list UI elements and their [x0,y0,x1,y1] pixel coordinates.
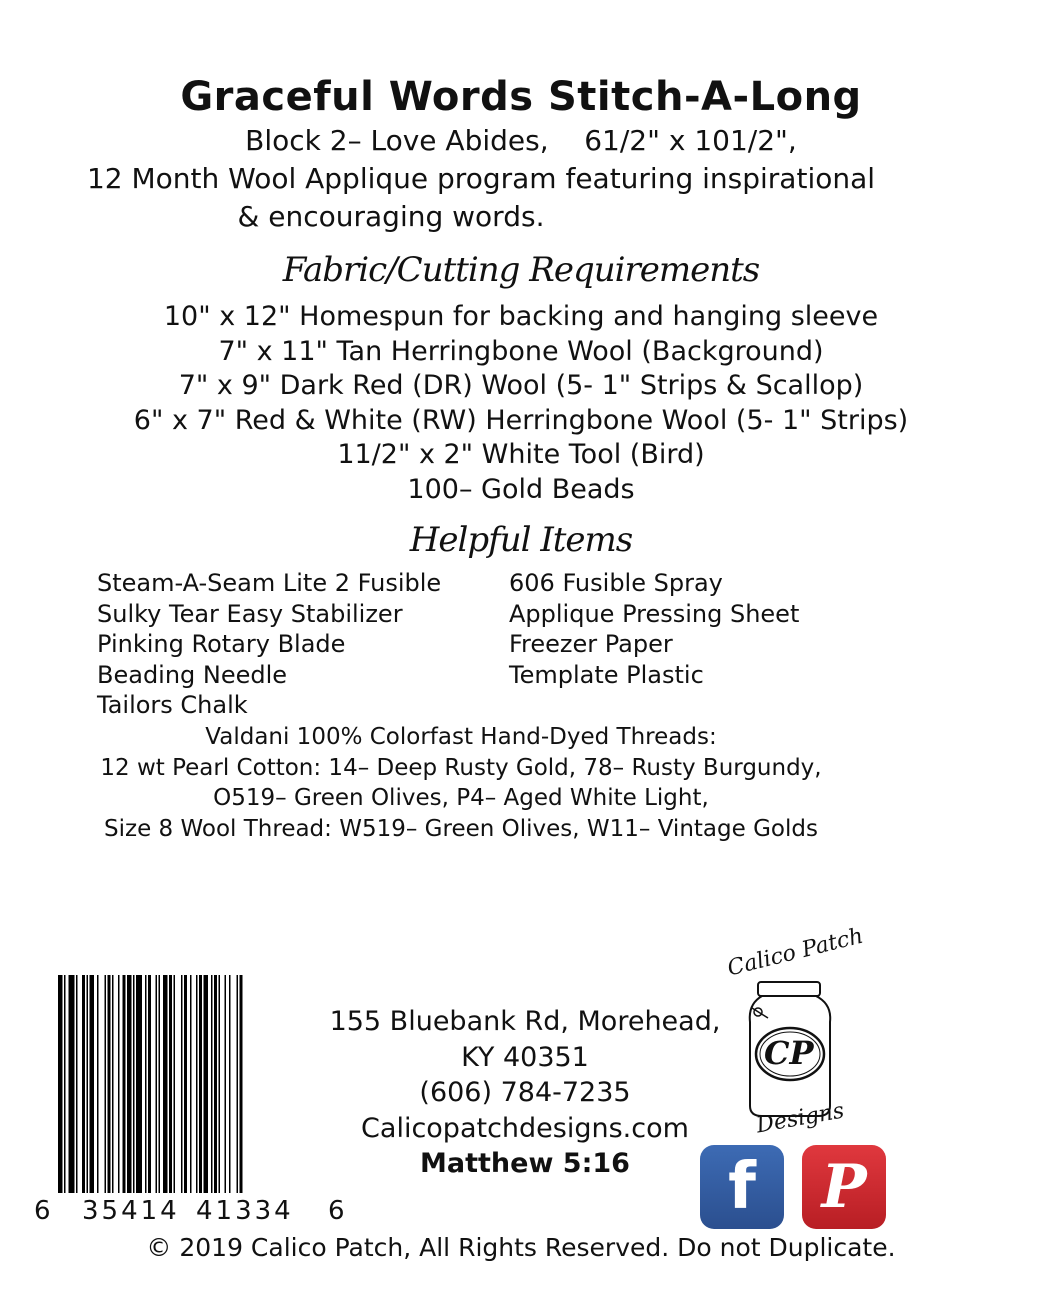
barcode-digit-last: 6 [328,1196,348,1226]
barcode-bar [108,975,111,1193]
barcode [58,975,320,1193]
barcode-bar [90,975,95,1193]
barcode-bar [112,975,114,1193]
barcode-bar [229,975,231,1193]
helpful-item: Applique Pressing Sheet [509,599,800,628]
thread-list [0,722,982,844]
helpful-item: Beading Needle [97,660,288,689]
helpful-left-column [97,568,441,721]
copyright-footer: © 2019 Calico Patch, All Rights Reserved. Do not Duplicate. [146,1233,896,1262]
barcode-bar [196,975,198,1193]
program-line-2: & encouraging words. [237,200,545,233]
barcode-bar [199,975,202,1193]
barcode-digit-first: 6 [34,1196,54,1226]
barcode-bar [169,975,172,1193]
address-line-1: 155 Bluebank Rd, Morehead, [329,1006,721,1037]
page-title: Graceful Words Stitch-A-Long [180,74,862,120]
fabric-item: 11/2" x 2" White Tool (Bird) [337,439,705,470]
barcode-bar [87,975,89,1193]
fabric-item: 6" x 7" Red & White (RW) Herringbone Wool (5- 1" Strips) [133,404,909,436]
pinterest-icon[interactable] [802,1145,886,1229]
calico-patch-logo [718,923,868,1140]
helpful-item: Freezer Paper [509,630,673,658]
helpful-item: Pinking Rotary Blade [97,630,346,658]
website-link[interactable]: Calicopatchdesigns.com [361,1112,689,1144]
barcode-bar [145,975,147,1193]
fabric-item: 7" x 9" Dark Red (DR) Wool (5- 1" Strips & Scallop) [178,370,864,401]
barcode-bar [97,975,99,1193]
barcode-bar [204,975,209,1193]
barcode-bar [184,975,187,1193]
thread-line: O519– Green Olives, P4– Aged White Light, [213,785,709,812]
barcode-bar [156,975,158,1193]
bible-verse: Matthew 5:16 [420,1148,630,1179]
program-line-1: 12 Month Wool Applique program featuring inspirational [86,162,876,195]
barcode-bar [58,975,63,1193]
barcode-bar [123,975,126,1193]
barcode-bar [69,975,75,1193]
barcode-bar [105,975,107,1193]
phone: (606) 784-7235 [419,1077,631,1108]
helpful-item: Template Plastic [509,660,704,689]
barcode-bar [76,975,78,1193]
fabric-item: 10" x 12" Homespun for backing and hanging sleeve [163,301,879,332]
block-line [0,124,1042,157]
barcode-group-1: 35414 [82,1196,180,1226]
barcode-bar [133,975,135,1193]
fabric-item: 7" x 11" Tan Herringbone Wool (Background) [218,335,824,367]
logo-initials: CP [764,1034,814,1072]
barcode-bar [159,975,161,1193]
thread-line: Valdani 100% Colorfast Hand-Dyed Threads: [205,724,717,750]
barcode-bar [64,975,66,1193]
contact-block [320,1004,730,1182]
helpful-item: Steam-A-Seam Lite 2 Fusible [97,569,442,597]
barcode-group-2: 41334 [196,1196,294,1226]
helpful-item: Tailors Chalk [97,691,248,719]
barcode-bar [214,975,217,1193]
block-prefix: Block 2– Love Abides, [245,124,549,157]
helpful-right-column [509,568,799,690]
logo-top-text: Calico Patch [725,923,866,982]
fabric-item: 100– Gold Beads [407,473,635,505]
barcode-bar [240,975,243,1193]
barcode-bar [163,975,168,1193]
barcode-bar [237,975,239,1193]
barcode-bar [219,975,221,1193]
barcode-bar [118,975,120,1193]
barcode-bar [148,975,151,1193]
helpful-heading: Helpful Items [409,520,633,560]
address-line-2: KY 40351 [461,1041,589,1073]
helpful-item: 606 Fusible Spray [509,569,723,597]
barcode-bar [174,975,176,1193]
barcode-bar [127,975,132,1193]
fabric-heading: Fabric/Cutting Requirements [282,250,760,290]
barcode-bar [211,975,213,1193]
barcode-bar [82,975,85,1193]
barcode-bar [136,975,142,1193]
facebook-icon[interactable] [700,1145,784,1229]
block-size: 61/2" x 101/2", [584,124,797,157]
barcode-bar [190,975,192,1193]
thread-line: 12 wt Pearl Cotton: 14– Deep Rusty Gold, 78– Rusty Burgundy, [100,754,822,781]
fabric-list [0,300,1042,507]
logo-bottom-text: Designs [754,1098,847,1139]
barcode-bar [181,975,183,1193]
helpful-item: Sulky Tear Easy Stabilizer [97,599,403,628]
facebook-glyph: f [728,1150,756,1224]
pinterest-glyph: P [821,1152,867,1222]
barcode-bar [225,975,227,1193]
thread-line: Size 8 Wool Thread: W519– Green Olives, W11– Vintage Golds [104,815,818,842]
